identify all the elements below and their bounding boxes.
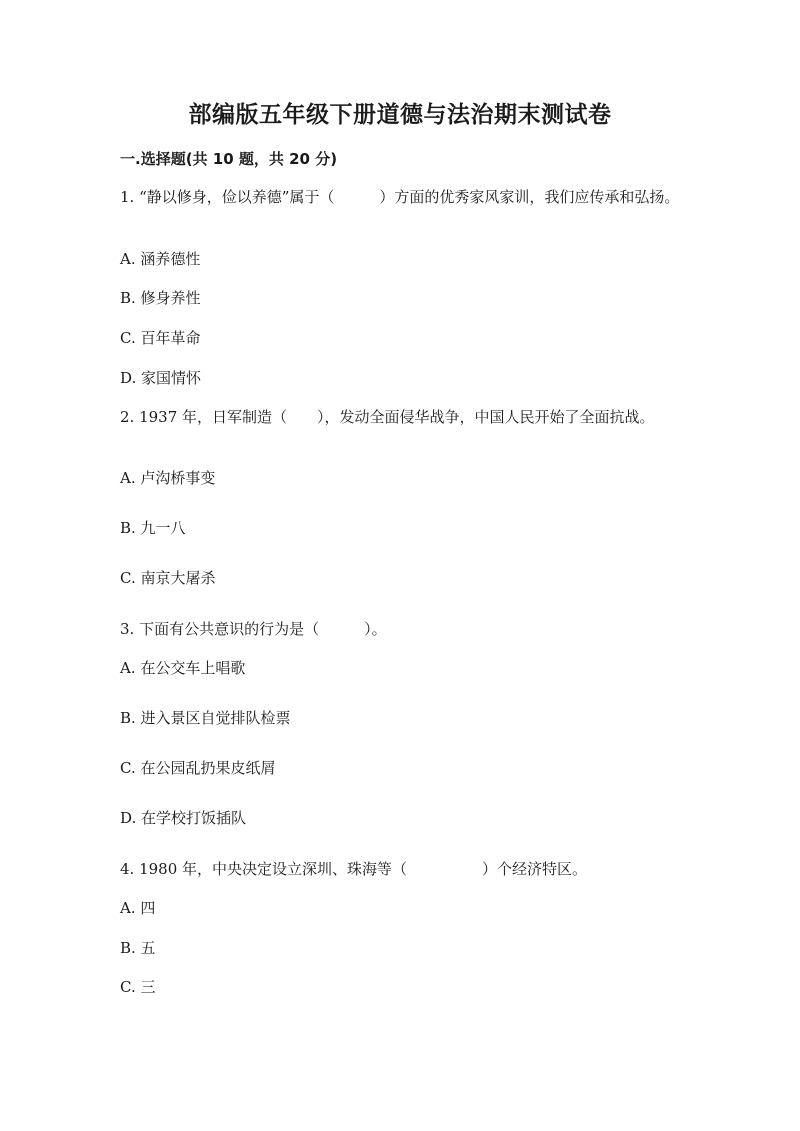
- question-2-stem: 2. 1937 年，日军制造（ ），发动全面侵华战争，中国人民开始了全面抗战。: [120, 408, 655, 426]
- question-1-option-a: A. 涵养德性: [120, 250, 201, 268]
- question-3-stem: 3. 下面有公共意识的行为是（ ）。: [120, 620, 387, 638]
- question-3-option-c: C. 在公园乱扔果皮纸屑: [120, 759, 276, 777]
- question-1-option-b: B. 修身养性: [120, 289, 201, 307]
- question-1-stem: 1. “静以修身，俭以养德”属于（ ）方面的优秀家风家训，我们应传承和弘扬。: [120, 188, 680, 206]
- question-2-option-c: C. 南京大屠杀: [120, 569, 216, 587]
- page-title: 部编版五年级下册道德与法治期末测试卷: [188, 102, 612, 128]
- question-4-option-b: B. 五: [120, 939, 156, 957]
- question-2-option-a: A. 卢沟桥事变: [120, 469, 216, 487]
- question-3-option-a: A. 在公交车上唱歌: [120, 659, 246, 677]
- question-1-option-c: C. 百年革命: [120, 329, 201, 347]
- question-1-option-d: D. 家国情怀: [120, 369, 202, 387]
- question-3-option-d: D. 在学校打饭插队: [120, 809, 247, 827]
- question-4-stem: 4. 1980 年，中央决定设立深圳、珠海等（ ）个经济特区。: [120, 860, 588, 878]
- question-4-option-a: A. 四: [120, 899, 156, 917]
- question-4-option-c: C. 三: [120, 978, 156, 996]
- section-heading: 一.选择题(共 10 题，共 20 分): [120, 150, 338, 168]
- question-2-option-b: B. 九一八: [120, 519, 186, 537]
- question-3-option-b: B. 进入景区自觉排队检票: [120, 709, 291, 727]
